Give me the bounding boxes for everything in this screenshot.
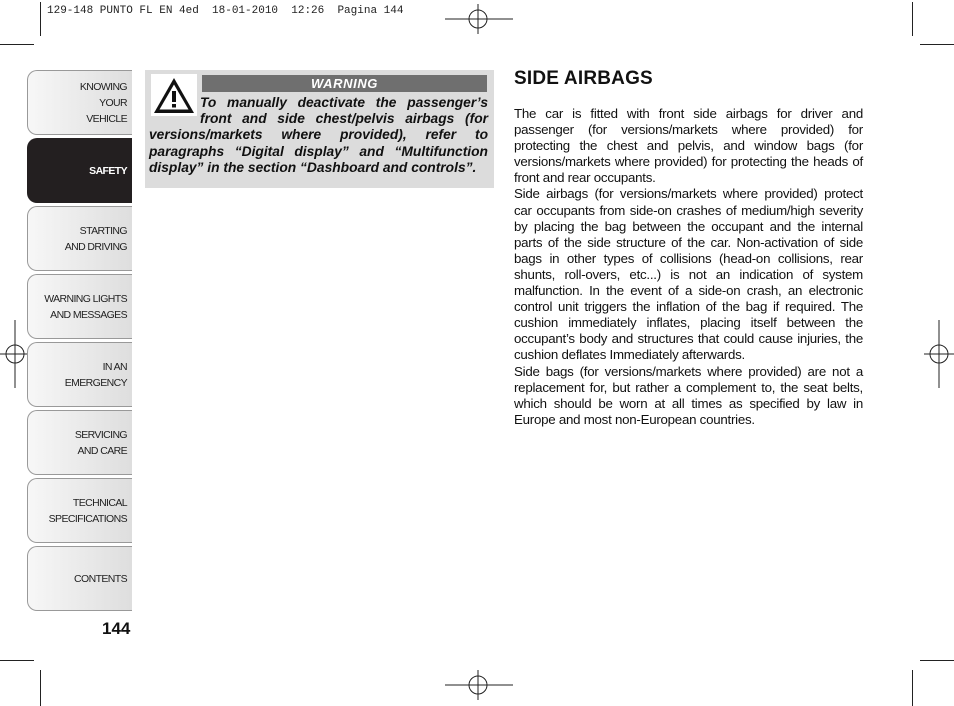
tab-label: TECHNICAL SPECIFICATIONS xyxy=(48,496,127,525)
warning-text xyxy=(149,95,488,176)
tab-label: STARTING AND DRIVING xyxy=(64,224,127,253)
tab-contents[interactable] xyxy=(27,546,132,611)
crop-mark xyxy=(912,2,913,36)
crop-mark xyxy=(40,670,41,706)
print-header: 129-148 PUNTO FL EN 4ed 18-01-2010 12:26 Pagina 144 xyxy=(47,5,404,17)
tab-label: KNOWING YOUR VEHICLE xyxy=(79,80,127,125)
tab-safety[interactable] xyxy=(27,138,132,203)
registration-mark-icon xyxy=(445,670,513,700)
tab-knowing-your-vehicle[interactable] xyxy=(27,70,132,135)
paragraph: Side airbags (for versions/markets where provided) protect car occupants from side-on crashes of medium/high severity by placing the bag between the occupant and the internal parts of the side structure of the car. Non-activation of side bags in other types of collisions (head-on collisions, rear shunts, roll-overs, etc...) is not an indication of system malfunction. In the event of a side-on crash, an electronic control unit triggers the inflation of the bag if required. The cushion immediately inflates, placing itself between the occupant’s body and structures that could cause injuries, the cushion deflates Immediately afterwards. xyxy=(514,186,863,363)
tab-servicing-and-care[interactable] xyxy=(27,410,132,475)
warning-text-content: To manually deactivate the passenger’s front and side chest/pelvis airbags (for versions/markets where provided), refer to paragraphs “Digital display” and “Multifunction display” in the section “Dashboard and controls”. xyxy=(149,95,488,175)
tab-label: IN AN EMERGENCY xyxy=(64,360,127,389)
registration-mark-icon xyxy=(445,4,513,34)
tab-label: WARNING LIGHTS AND MESSAGES xyxy=(44,292,127,321)
tab-in-an-emergency[interactable] xyxy=(27,342,132,407)
tab-label: SAFETY xyxy=(89,164,127,177)
warning-heading: WARNING xyxy=(202,75,487,92)
tab-label: SERVICING AND CARE xyxy=(74,428,127,457)
tab-starting-and-driving[interactable] xyxy=(27,206,132,271)
crop-mark xyxy=(920,44,954,45)
warning-box xyxy=(145,70,494,188)
crop-mark xyxy=(0,660,34,661)
crop-mark xyxy=(40,2,41,36)
registration-mark-icon xyxy=(0,320,30,388)
crop-mark xyxy=(0,44,34,45)
crop-mark xyxy=(920,660,954,661)
article-body xyxy=(514,106,863,428)
paragraph: Side bags (for versions/markets where provided) are not a replacement for, but rather a complement to, the seat belts, which should be worn at all times as specified by law in Europe and most non-European countries. xyxy=(514,363,863,427)
paragraph: The car is fitted with front side airbags for driver and passenger (for versions/markets where provided) for protecting the chest and pelvis, and window bags (for versions/markets where provided) for protecting the heads of front and rear occupants. xyxy=(514,106,863,186)
tab-warning-lights-and-messages[interactable] xyxy=(27,274,132,339)
page-number: 144 xyxy=(102,619,131,638)
crop-mark xyxy=(912,670,913,706)
registration-mark-icon xyxy=(924,320,954,388)
section-title: SIDE AIRBAGS xyxy=(514,68,653,89)
tab-label: CONTENTS xyxy=(74,572,127,585)
tab-technical-specifications[interactable] xyxy=(27,478,132,543)
